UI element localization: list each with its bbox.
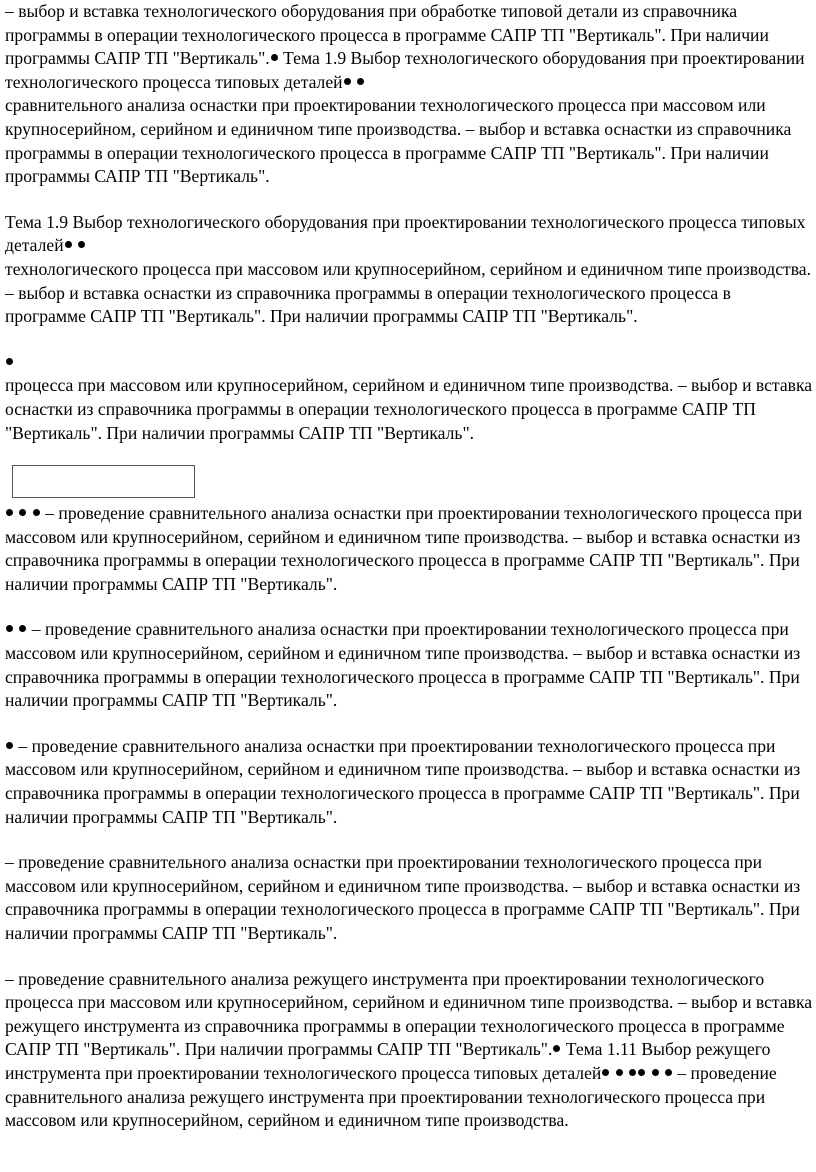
bullet-icon [616, 1069, 623, 1076]
bullet-icon [65, 241, 72, 248]
paragraph-7 [5, 851, 813, 945]
bullet-group [5, 503, 41, 523]
paragraph-1-text-b: Тема 1.9 Выбор технологического оборудования при проектировании технологического процесса типовых деталей [5, 48, 805, 92]
bullet-group [343, 72, 365, 92]
paragraph-3-text: процесса при массовом или крупносерийном, серийном и единичном типе производства. – выбор и вставка оснастки из справочника программы в операции технологического процесса в программе САПР ТП "Вертикаль". При наличии программы САПР ТП "Вертикаль". [5, 375, 813, 443]
bullet-icon [19, 509, 26, 516]
bullet-line [5, 351, 813, 375]
bullet-icon [553, 1045, 560, 1052]
paragraph-8 [5, 968, 813, 1133]
paragraph-1-text-c: сравнительного анализа оснастки при проектировании технологического процесса при массовом или крупносерийном, серийном и единичном типе производства. – выбор и вставка оснастки из справочника программы в операции технологического процесса в программе САПР ТП "Вертикаль". При наличии программы САПР ТП "Вертикаль". [5, 95, 792, 187]
paragraph-8-text-b: Тема 1.11 Выбор режущего инструмента при проектировании технологического процесса типовых деталей [5, 1039, 771, 1083]
paragraph-2-text-b: технологического процесса при массовом или крупносерийном, серийном и единичном типе производства. – выбор и вставка оснастки из справочника программы в операции технологического процесса в программе САПР ТП "Вертикаль". При наличии программы САПР ТП "Вертикаль". [5, 258, 812, 327]
bullet-icon [344, 78, 351, 85]
paragraph-5-text: – проведение сравнительного анализа оснастки при проектировании технологического процесса при массовом или крупносерийном, серийном и единичном типе производства. – выбор и вставка оснастки из справочника программы в операции технологического процесса в программе САПР ТП "Вертикаль". При наличии программы САПР ТП "Вертикаль". [5, 619, 801, 711]
paragraph-8-text-a: – проведение сравнительного анализа режущего инструмента при проектировании технологического процесса при массовом или крупносерийном, серийном и единичном типе производства. – выбор и вставка режущего инструмента из справочника программы в операции технологического процесса в программе САПР ТП "Вертикаль". При наличии программы САПР ТП "Вертикаль". [5, 968, 813, 1060]
bullet-icon [629, 1069, 636, 1076]
paragraph-2-text-a: Тема 1.9 Выбор технологического оборудования при проектировании технологического процесса типовых деталей [5, 211, 806, 256]
bullet-group [5, 619, 27, 639]
bullet-group [601, 1063, 673, 1083]
paragraph-4 [5, 502, 813, 596]
bullet-icon [33, 509, 40, 516]
bullet-icon [6, 625, 13, 632]
bullet-icon [665, 1069, 672, 1076]
paragraph-2 [5, 211, 813, 329]
paragraph-4-text: – проведение сравнительного анализа оснастки при проектировании технологического процесса при массовом или крупносерийном, серийном и единичном типе производства. – выбор и вставка оснастки из справочника программы в операции технологического процесса в программе САПР ТП "Вертикаль". При наличии программы САПР ТП "Вертикаль". [5, 503, 803, 594]
bullet-group [64, 235, 86, 255]
bullet-icon [6, 358, 13, 365]
bullet-icon [6, 742, 13, 749]
bullet-icon [19, 625, 26, 632]
bullet-icon [271, 54, 278, 61]
paragraph-7-text: – проведение сравнительного анализа оснастки при проектировании технологического процесса при массовом или крупносерийном, серийном и единичном типе производства. – выбор и вставка оснастки из справочника программы в операции технологического процесса в программе САПР ТП "Вертикаль". При наличии программы САПР ТП "Вертикаль". [5, 852, 801, 943]
bullet-icon [357, 78, 364, 85]
empty-frame [12, 465, 195, 498]
bullet-icon [602, 1069, 609, 1076]
paragraph-8-text-c: – проведение сравнительного анализа режущего инструмента при проектировании технологического процесса при массовом или крупносерийном, серийном и единичном типе производства. [5, 1062, 777, 1131]
bullet-icon [78, 241, 85, 248]
bullet-icon [6, 509, 13, 516]
document-page [5, 0, 813, 1133]
bullet-icon [638, 1069, 645, 1076]
paragraph-3 [5, 374, 813, 445]
paragraph-5 [5, 618, 813, 712]
bullet-icon [652, 1069, 659, 1076]
paragraph-6-text: – проведение сравнительного анализа оснастки при проектировании технологического процесса при массовом или крупносерийном, серийном и единичном типе производства. – выбор и вставка оснастки из справочника программы в операции технологического процесса в программе САПР ТП "Вертикаль". При наличии программы САПР ТП "Вертикаль". [5, 735, 801, 827]
paragraph-1-text-a: – выбор и вставка технологического оборудования при обработке типовой детали из справочника программы в операции технологического процесса в программе САПР ТП "Вертикаль". При наличии программы САПР ТП "Вертикаль". [5, 1, 769, 69]
paragraph-6 [5, 735, 813, 829]
paragraph-1 [5, 0, 813, 189]
